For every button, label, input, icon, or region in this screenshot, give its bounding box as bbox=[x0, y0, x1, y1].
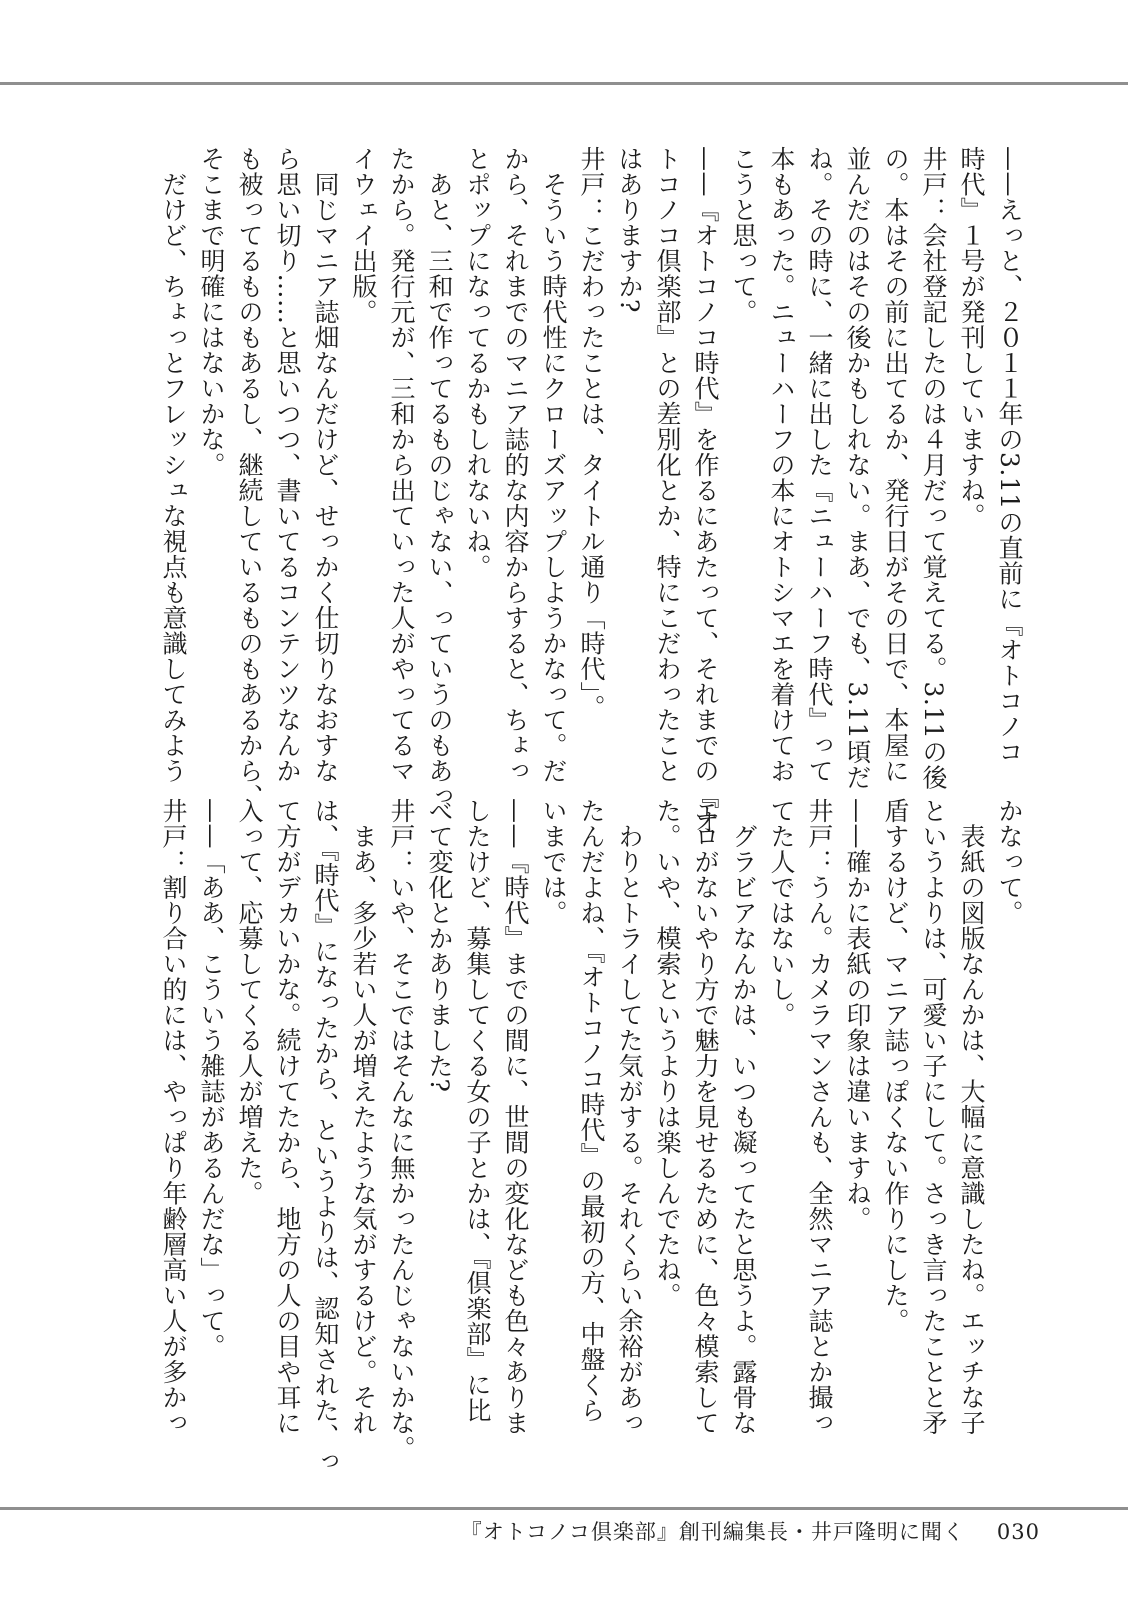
text-line: ら思い切り……と思いつつ、書いてるコンテンツなんか bbox=[273, 146, 302, 784]
text-line: 盾するけど、マニア誌っぽくない作りにした。 bbox=[881, 798, 910, 1334]
text-line: たんだよね、『オトコノコ時代』の最初の方、中盤くら bbox=[577, 798, 606, 1423]
article-text-block-top bbox=[154, 146, 1028, 835]
text-line: まあ、多少若い人が増えたような気がするけど。それ bbox=[349, 798, 378, 1436]
text-line: だけど、ちょっとフレッシュな視点も意識してみよう bbox=[159, 146, 188, 784]
text-line: いまでは。 bbox=[539, 798, 568, 926]
text-line: 本もあった。ニューハーフの本にオトシマエを着けてお bbox=[767, 146, 796, 784]
text-line: エロがないやり方で魅力を見せるために、色々模索して bbox=[691, 798, 720, 1436]
text-line: あと、三和で作ってるものじゃない、っていうのもあっ bbox=[425, 146, 454, 809]
text-line: 表紙の図版なんかは、大幅に意識したね。エッチな子 bbox=[957, 798, 986, 1436]
text-line: 井戸：割り合い的には、やっぱり年齢層高い人が多かっ bbox=[159, 798, 188, 1436]
text-line: の。本はその前に出てるか、発行日がその日で、本屋に bbox=[881, 146, 910, 784]
text-line: 井戸：会社登記したのは４月だって覚えてる。3.11の後 bbox=[919, 146, 948, 791]
text-line: 同じマニア誌畑なんだけど、せっかく仕切りなおすな bbox=[311, 146, 340, 784]
text-line: というよりは、可愛い子にして。さっき言ったことと矛 bbox=[919, 798, 948, 1436]
text-line: そこまで明確にはないかな。 bbox=[197, 146, 226, 478]
text-line: 井戸：うん。カメラマンさんも、全然マニア誌とか撮っ bbox=[805, 798, 834, 1436]
text-line: も被ってるものもあるし、継続しているものもあるから、 bbox=[235, 146, 264, 809]
text-line: とポップになってるかもしれないね。 bbox=[463, 146, 492, 580]
text-line: から、それまでのマニア誌的な内容からすると、ちょっ bbox=[501, 146, 530, 784]
text-line: はありますか? bbox=[615, 146, 644, 313]
text-line: こうと思って。 bbox=[729, 146, 758, 325]
text-line: た。いや、模索というよりは楽しんでたね。 bbox=[653, 798, 682, 1308]
text-line: べて変化とかありました? bbox=[425, 798, 454, 1093]
text-line: 井戸：いや、そこではそんなに無かったんじゃないかな。 bbox=[387, 798, 416, 1461]
footer-article-title: 『オトコノコ倶楽部』創刊編集長・井戸隆明に聞く bbox=[460, 1520, 965, 1544]
text-line: グラビアなんかは、いつも凝ってたと思うよ。露骨な bbox=[729, 798, 758, 1436]
text-line: 時代』１号が発刊していますね。 bbox=[957, 146, 986, 529]
text-line: てた人ではないし。 bbox=[767, 798, 796, 1028]
article-text-block-bottom bbox=[154, 798, 1028, 1474]
text-line: トコノコ倶楽部』との差別化とか、特にこだわったこと bbox=[653, 146, 682, 784]
text-line: そういう時代性にクローズアップしようかなって。だ bbox=[539, 146, 568, 784]
text-line: 井戸：こだわったことは、タイトル通り「時代」。 bbox=[577, 146, 606, 720]
text-line: ——『オトコノコ時代』を作るにあたって、それまでの『オ bbox=[691, 146, 720, 835]
text-line: たから。発行元が、三和から出ていった人がやってるマ bbox=[387, 146, 416, 784]
page-number: 030 bbox=[996, 1520, 1040, 1544]
text-line: は、『時代』になったから、というよりは、認知された、っ bbox=[311, 798, 340, 1474]
text-line: したけど、募集してくる女の子とかは、『倶楽部』に比 bbox=[463, 798, 492, 1423]
page-footer bbox=[461, 1516, 1040, 1546]
text-line: わりとトライしてた気がする。それくらい余裕があっ bbox=[615, 798, 644, 1436]
text-line: 入って、応募してくる人が増えた。 bbox=[235, 798, 264, 1206]
top-rule bbox=[0, 82, 1128, 85]
text-line: 並んだのはその後かもしれない。まあ、でも、3.11頃だ bbox=[843, 146, 872, 791]
text-line: ——確かに表紙の印象は違いますね。 bbox=[843, 798, 872, 1232]
text-line: ——「ああ、こういう雑誌があるんだな」って。 bbox=[197, 798, 226, 1359]
footer-rule bbox=[0, 1507, 1128, 1510]
text-line: かなって。 bbox=[995, 798, 1024, 926]
text-line: ——『時代』までの間に、世間の変化なども色々ありま bbox=[501, 798, 530, 1436]
text-line: イウェイ出版。 bbox=[349, 146, 378, 325]
text-line: ——えっと、２０１１年の3.11の直前に『オトコノコ bbox=[995, 146, 1024, 765]
text-line: ね。その時に、一緒に出した『ニューハーフ時代』って bbox=[805, 146, 834, 784]
text-line: て方がデカいかな。続けてたから、地方の人の目や耳に bbox=[273, 798, 302, 1436]
